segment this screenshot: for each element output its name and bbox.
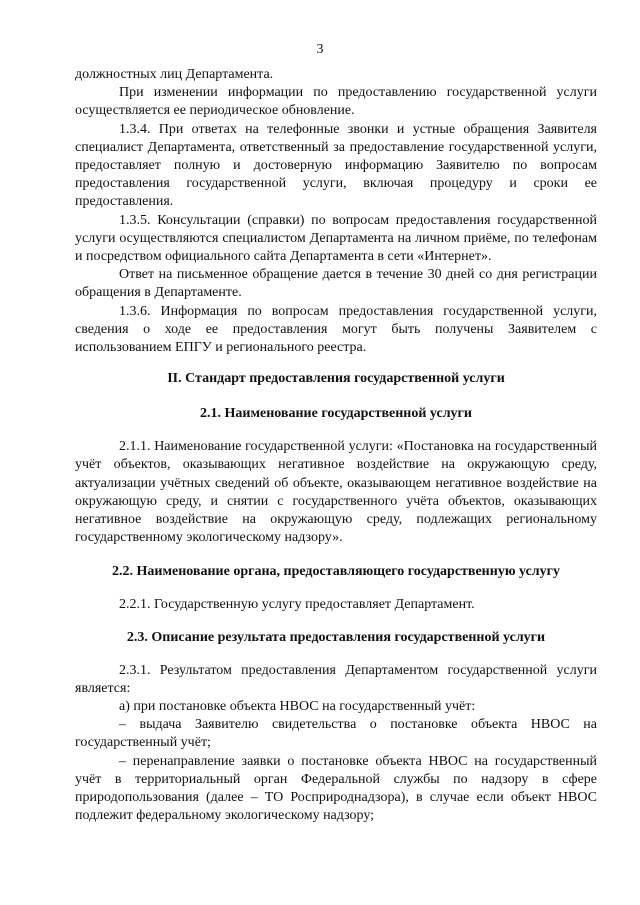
- document-body: [75, 66, 597, 826]
- paragraph-1-3-4: 1.3.4. При ответах на телефонные звонки и устные обращения Заявителя специалист Департамента, ответственный за предоставление государственной услуги, предоставляет полную и достоверную информацию Заявителю по вопросам предоставления государственной услуги, включая процедуру и сроки ее предоставления.: [75, 121, 597, 210]
- paragraph-1-3-5: 1.3.5. Консультации (справки) по вопросам предоставления государственной услуги осуществляются специалистом Департамента на личном приёме, по телефонам и посредством официального сайта Департамента в сети «Интернет».: [75, 212, 597, 265]
- paragraph-2-2-1: 2.2.1. Государственную услугу предоставляет Департамент.: [119, 597, 475, 613]
- subsection-2-2-heading: 2.2. Наименование органа, предоставляющего государственную услугу: [111, 564, 561, 580]
- section-2-heading: II. Стандарт предоставления государственной услуги: [167, 371, 505, 387]
- paragraph-1-3-6: 1.3.6. Информация по вопросам предоставления государственной услуги, сведения о ходе ее предоставления могут быть получены Заявителем с использованием ЕПГУ и регионального реестра.: [75, 303, 597, 356]
- subsection-2-1-heading: 2.1. Наименование государственной услуги: [200, 406, 472, 422]
- paragraph-certificate-issue: – выдача Заявителю свидетельства о постановке объекта НВОС на государственный учёт;: [75, 717, 597, 751]
- paragraph-redirect-application: – перенаправление заявки о постановке объекта НВОС на государственный учёт в территориальный орган Федеральной службы по надзору в сфере природопользования (далее – ТО Росприроднадзора), в случае если объект НВОС подлежит федеральному экологическому надзору;: [75, 753, 597, 824]
- paragraph-written-response: Ответ на письменное обращение дается в течение 30 дней со дня регистрации обращения в Департаменте.: [75, 267, 597, 301]
- paragraph-info-update: При изменении информации по предоставлению государственной услуги осуществляется ее периодическое обновление.: [75, 85, 597, 119]
- paragraph-continuation: должностных лиц Департамента.: [75, 67, 274, 82]
- paragraph-2-3-1-a: а) при постановке объекта НВОС на государственный учёт:: [119, 699, 476, 715]
- page-number: 3: [316, 42, 324, 57]
- subsection-2-3-heading: 2.3. Описание результата предоставления государственной услуги: [126, 629, 546, 645]
- paragraph-2-3-1: 2.3.1. Результатом предоставления Департаментом государственной услуги является:: [75, 662, 597, 696]
- paragraph-2-1-1: 2.1.1. Наименование государственной услуги: «Постановка на государственный учёт объектов, оказывающих негативное воздействие на окружающую среду, актуализации учётных сведений об объекте, оказывающем негативное воздействие на окружающую среду, и снятии с государственного учёта объектов, оказывающих негативное воздействие на окружающую среду, подлежащих региональному государственному экологическому надзору».: [75, 439, 597, 546]
